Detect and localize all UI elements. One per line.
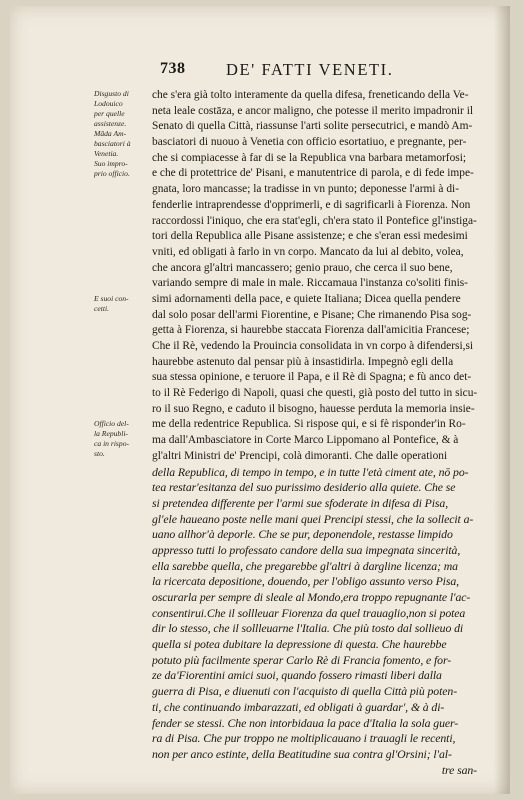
text-line: tea restar'esitanza del suo purissimo desiderio alla quiete. Che se (152, 480, 456, 495)
text-line: Senato di quella Città, riassunse l'arti solite persecutrici, e mandò Am- (152, 120, 473, 133)
text-line: ti, che continuando imbarazzati, ed obligati à guardar', & à di- (152, 699, 445, 714)
text-line: vniti, ed obligati à farlo in vn corpo. Mancato da lui al debito, volea, (152, 245, 464, 258)
text-line: sua stessa opinione, e teruore il Papa, e il Rè di Spagna; e fù anco det- (152, 371, 472, 384)
text-line: dir lo stesso, che il sollleuarne l'Italia. Che più tosto dal sollieuo di (152, 621, 464, 636)
margin-note: E suoi con- cetti. (94, 294, 129, 313)
page-number: 738 (160, 60, 186, 77)
text-line: neta leale costāza, e ancor maligno, che potesse il merito impadronir il (152, 104, 474, 117)
text-line: tori della Republica alle Pisane assistenze; e che s'eran essi medesimi (152, 230, 468, 243)
text-line: che s'era già tolto interamente da quella difesa, freneticando della Ve- (152, 89, 469, 101)
catchword: tre san- (441, 762, 477, 777)
text-line: fenderlie intraprendesse d'opprimerli, e di sagrificarli à Fiorenza. Non (152, 198, 471, 211)
text-line: getta à Fiorenza, si haurebbe staccata Fiorenza dall'amicitia Francese; (152, 324, 470, 337)
text-line: fender se stessi. Che non intorbidaua la pace d'Italia la sola guer- (152, 715, 459, 730)
text-line: che ancora gl'altri mancassero; genio prauo, che cerca il suo bene, (152, 261, 453, 274)
body-text (152, 88, 507, 778)
page-edge-shadow (494, 6, 510, 794)
text-line: to il Rè Federigo di Napoli, quasi che questi, già posto del tutto in sicu- (152, 387, 478, 400)
text-line: ze da'Fiorentini amici suoi, quando fossero rimasti liberi dalla (152, 668, 442, 683)
text-line: simi adornamenti della pace, e quiete Italiana; Dicea quella pendere (152, 292, 461, 305)
text-line: consentirui.Che il sollleuar Fiorenza da quel trauaglio,non si potea (152, 605, 466, 620)
text-line: guerra di Pisa, e diuenuti con l'acquisto di quella Città più poten- (152, 684, 458, 699)
text-line: ra di Pisa. Che pur troppo ne moltiplicauano i trauagli le recenti, (152, 731, 456, 746)
text-line: raccordossi l'iniquo, che era stat'egli, ch'era stato il Pontefice gl'instiga- (152, 214, 477, 227)
text-line: la ricercata depositione, douendo, per l'obligo assunto verso Pisa, (152, 574, 459, 589)
text-line: ella sarebbe quella, che pregarebbe gl'altri à dargline licenza; ma (152, 558, 458, 573)
text-line: ro il suo Regno, e caduto il bisogno, hauesse perduta la memoria insie- (152, 402, 475, 415)
text-line: e che di protettrice de' Pisani, e manutentrice di parola, e di fede impe- (152, 167, 474, 180)
text-line: variando sempre di male in male. Riccamaua l'instanza co'soliti finis- (152, 277, 468, 290)
text-line: gl'altri Ministri de' Prencipi, colà dimoranti. Che dalle operationi (152, 449, 448, 462)
text-line: della Republica, di tempo in tempo, e in tutte l'età ciment ate, nō po- (152, 464, 469, 479)
text-line: dal solo posar dell'armi Fiorentine, e Pisane; Che rimanendo Pisa sog- (152, 308, 472, 321)
text-line: che si compiacesse à far di se la Republica vna barbara metamorfosi; (152, 151, 467, 164)
text-line: basciatori di nuouo à Venetia con officio esortatiuo, e pregnante, per- (152, 136, 467, 149)
text-line: potuto più facilmente sperar Carlo Rè di Francia fomento, e for- (152, 652, 452, 667)
text-line: Che il Rè, vedendo la Prouincia consolidata in vn corpo à difendersi,si (152, 340, 474, 352)
margin-note: Disgusto di Lodouico per quelle assistenze. Māda Am- basciatori à Venetia. Suo impro- prio officio. (94, 89, 131, 178)
text-line: si pretendea differente per l'armi sue sfoderate in difesa di Pisa, (152, 495, 449, 510)
text-line: uano allhor'à deporle. Che se pur, deponendole, restasse limpido (152, 527, 453, 542)
text-line: gnata, loro mancasse; la tradisse in vn punto; deponesse l'armi à di- (152, 183, 459, 196)
text-line: gl'ele haueano poste nelle mani quei Prencipi stessi, che la sollecit a- (152, 511, 474, 526)
text-line: appresso tutti lo professato candore della sua impegnata sincerità, (152, 542, 461, 557)
text-line: ma dall'Ambasciatore in Corte Marco Lippomano al Pontefice, & à (152, 434, 459, 447)
text-line: non per anco estinte, della Beatitudine sua contra gl'Orsini; l'al- (152, 746, 452, 761)
margin-note: Officio del- la Republi- ca in rispo- sto. (94, 419, 130, 458)
text-line: oscurarla per sempre di sleale al Mondo,era troppo repugnante l'ac- (152, 590, 471, 604)
book-page (10, 6, 510, 794)
text-line: me della redentrice Republica. Si rispose qui, e si fè risponder'in Ro- (152, 418, 466, 431)
text-line: quella si potea dubitare la depressione di questa. Che haurebbe (152, 637, 447, 652)
text-line: haurebbe astenuto dal pensar più à insastidirla. Impegnò egli della (152, 355, 454, 368)
running-title: DE' FATTI VENETI. (226, 60, 394, 79)
